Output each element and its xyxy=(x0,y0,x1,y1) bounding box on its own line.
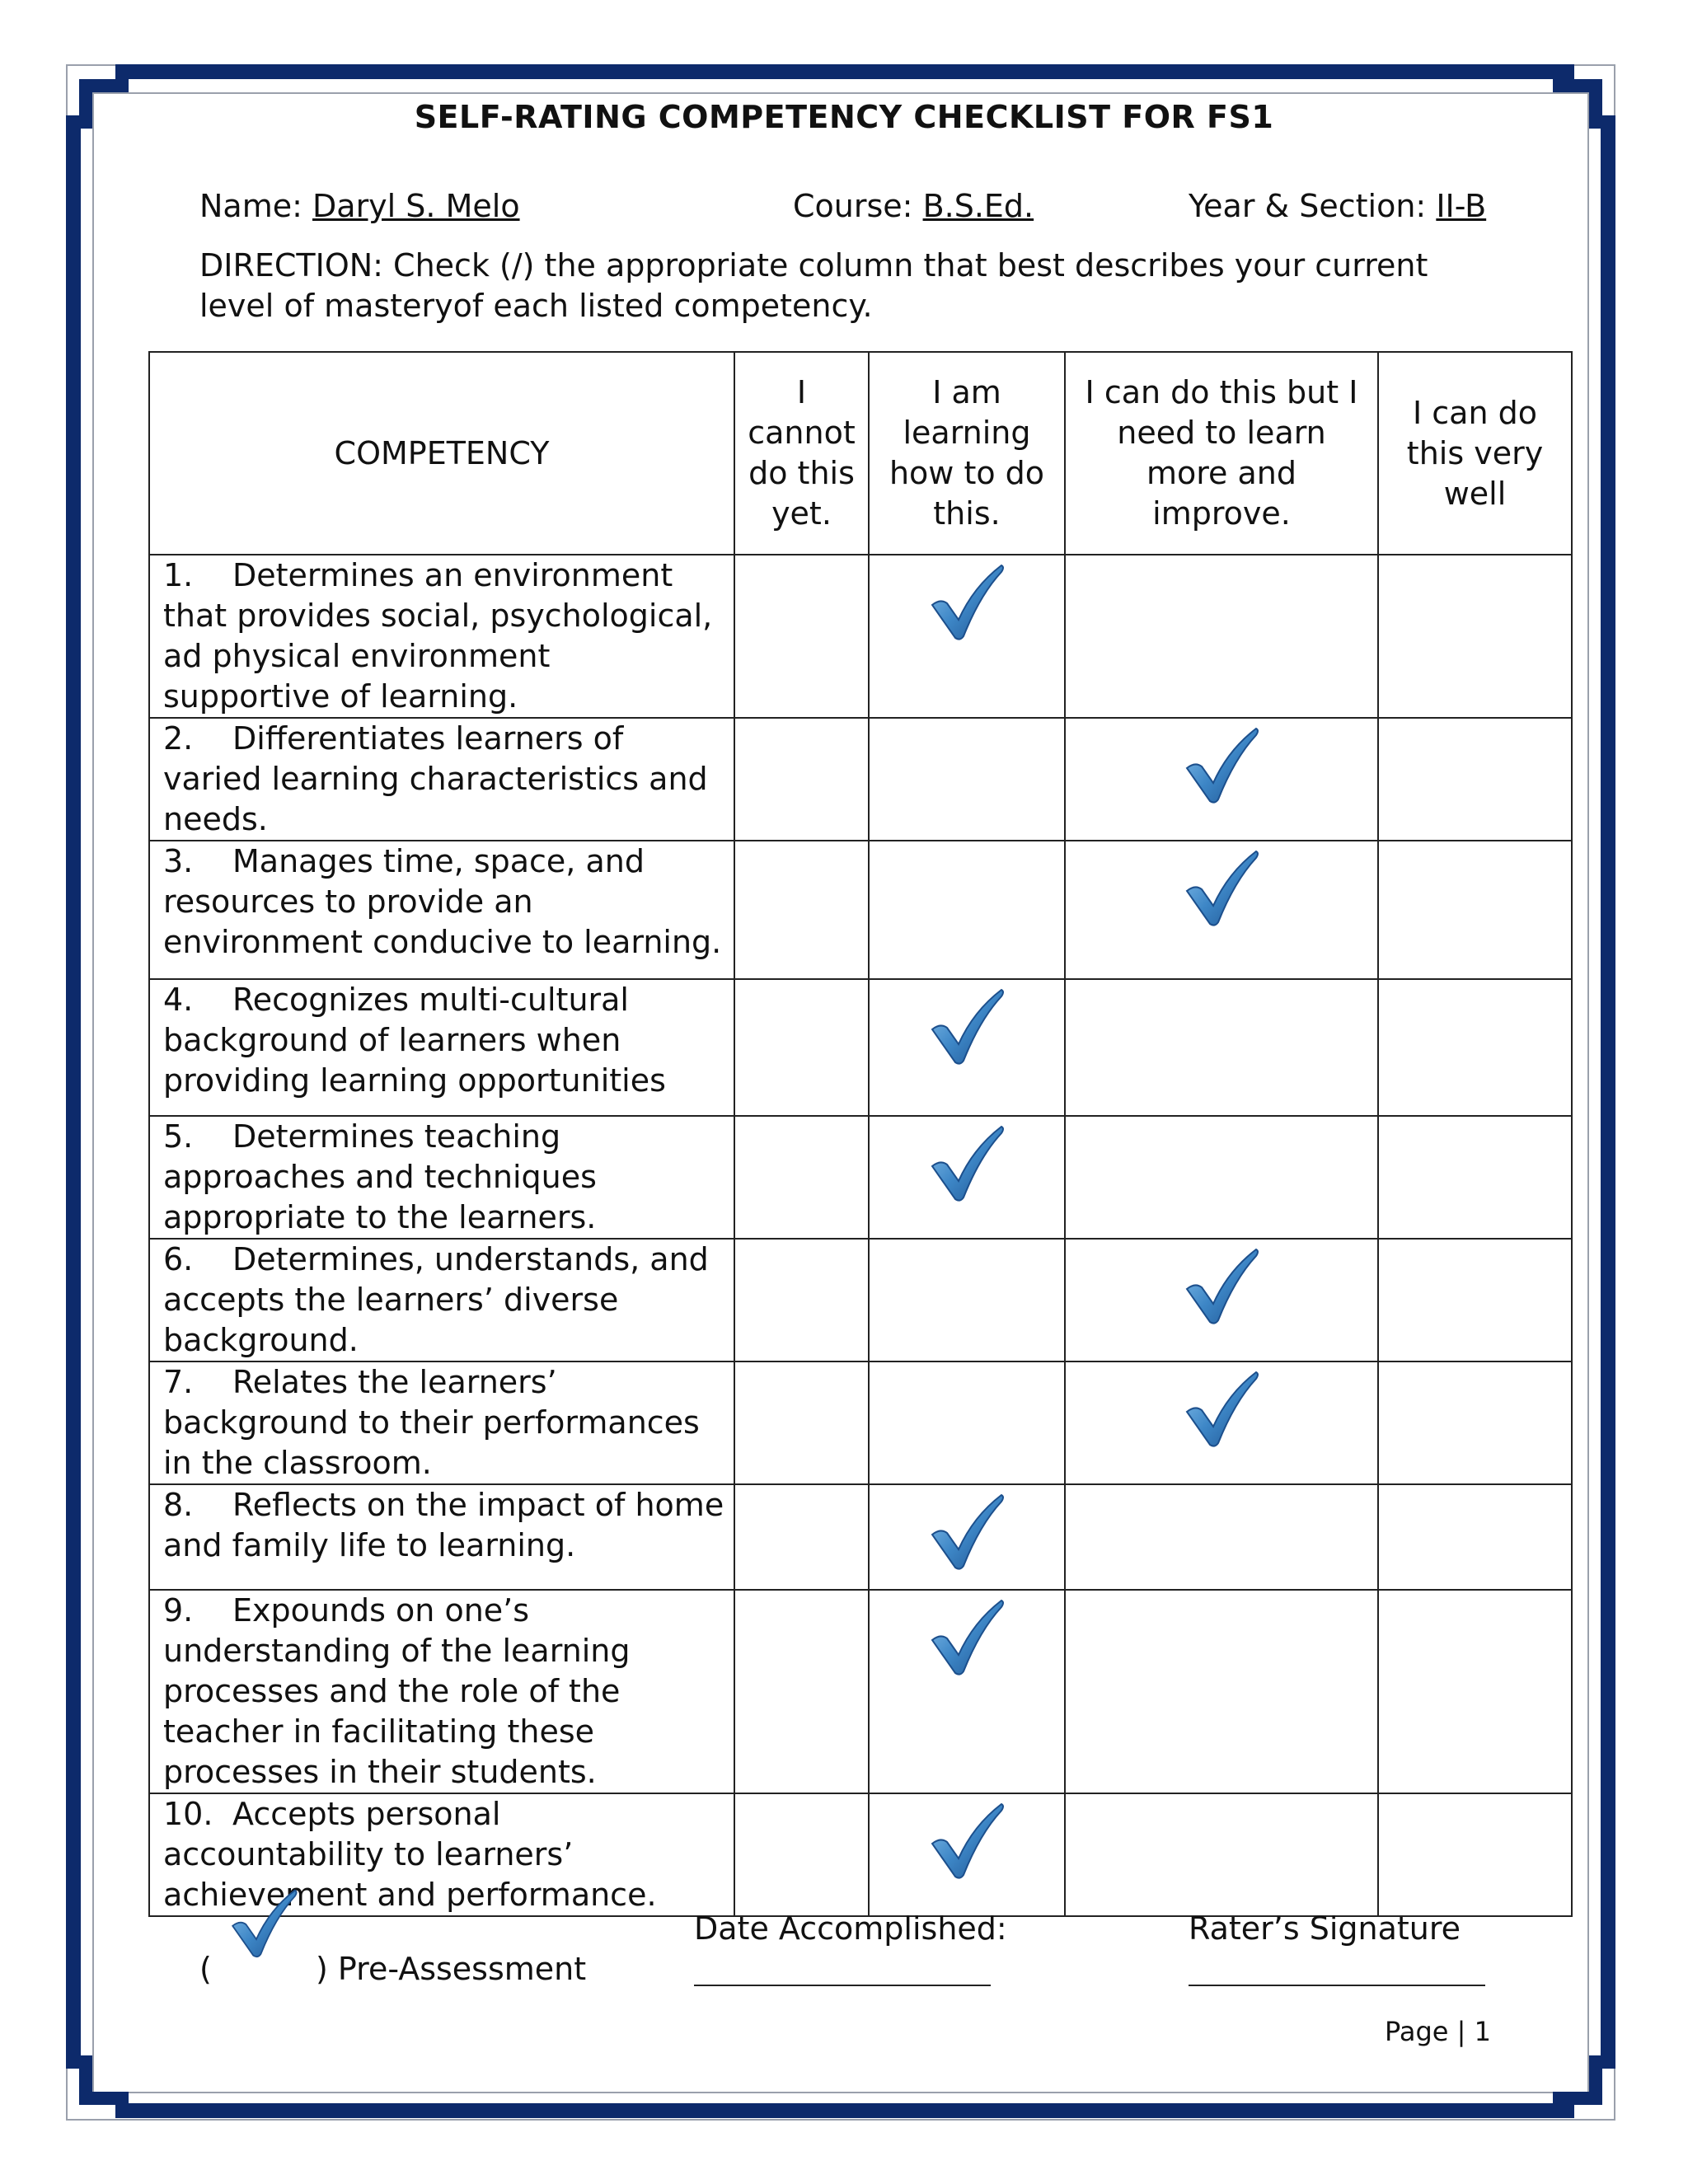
checkmark-icon xyxy=(227,1887,301,1945)
date-accomplished-label: Date Accomplished: xyxy=(694,1910,1007,1947)
table-row xyxy=(149,555,1572,718)
course-label: Course: xyxy=(793,188,913,224)
checkmark-icon xyxy=(926,1597,1008,1680)
checkmark-icon xyxy=(1180,848,1263,930)
competency-table xyxy=(148,351,1573,1917)
year-section-value: II-B xyxy=(1436,188,1487,224)
competency-cell xyxy=(149,1239,734,1361)
border-band-bottom xyxy=(115,2103,1574,2118)
competency-text: Reflects on the impact of home and family life to learning. xyxy=(163,1487,724,1563)
competency-number: 8. xyxy=(163,1487,194,1523)
competency-number: 2. xyxy=(163,720,194,757)
rating-cell[interactable] xyxy=(1378,1793,1572,1916)
rating-cell[interactable] xyxy=(1378,979,1572,1116)
border-band-top xyxy=(115,64,1574,79)
date-accomplished-line[interactable] xyxy=(694,1985,991,1986)
competency-cell xyxy=(149,555,734,718)
checkmark-icon xyxy=(926,1123,1008,1206)
competency-text: Differentiates learners of varied learning characteristics and needs. xyxy=(163,720,708,837)
table-row xyxy=(149,718,1572,841)
legend-open-paren: ( xyxy=(199,1951,212,1987)
rating-cell[interactable] xyxy=(734,1793,869,1916)
competency-number: 9. xyxy=(163,1592,194,1629)
rating-cell[interactable] xyxy=(734,555,869,718)
competency-text: Determines teaching approaches and techniques appropriate to the learners. xyxy=(163,1118,597,1235)
competency-text: Expounds on one’s understanding of the learning processes and the role of the teacher in facilitating these processes in their students. xyxy=(163,1592,631,1790)
rater-signature-label: Rater’s Signature xyxy=(1189,1910,1461,1947)
checkmark-icon xyxy=(926,1492,1008,1574)
rating-cell[interactable] xyxy=(1378,1484,1572,1590)
competency-cell xyxy=(149,979,734,1116)
course-field xyxy=(793,188,1034,224)
direction-text: DIRECTION: Check (/) the appropriate column that best describes your current level of masteryof each listed competency. xyxy=(199,247,1428,324)
name-label: Name: xyxy=(199,188,302,224)
rating-cell[interactable] xyxy=(869,1484,1065,1590)
rating-cell[interactable] xyxy=(1065,1239,1378,1361)
checkmark-icon xyxy=(926,1801,1008,1883)
competency-number: 1. xyxy=(163,557,194,593)
year-section-label: Year & Section: xyxy=(1189,188,1427,224)
table-row xyxy=(149,841,1572,979)
rating-cell[interactable] xyxy=(1065,841,1378,979)
course-value: B.S.Ed. xyxy=(922,188,1034,224)
rating-cell[interactable] xyxy=(1065,1116,1378,1239)
rating-cell[interactable] xyxy=(1378,1116,1572,1239)
table-row xyxy=(149,1484,1572,1590)
rating-cell[interactable] xyxy=(734,841,869,979)
rating-cell[interactable] xyxy=(734,979,869,1116)
checkmark-icon xyxy=(1180,1246,1263,1329)
competency-number: 4. xyxy=(163,982,194,1018)
year-section-field xyxy=(1189,188,1486,224)
table-row xyxy=(149,1590,1572,1793)
rating-cell[interactable] xyxy=(734,1590,869,1793)
competency-text: Recognizes multi-cultural background of learners when providing learning opportunities xyxy=(163,982,666,1099)
rating-cell[interactable] xyxy=(869,1116,1065,1239)
rating-cell[interactable] xyxy=(869,1361,1065,1484)
competency-cell xyxy=(149,1484,734,1590)
competency-cell xyxy=(149,1361,734,1484)
rating-cell[interactable] xyxy=(1065,979,1378,1116)
rating-cell[interactable] xyxy=(1378,841,1572,979)
rating-cell[interactable] xyxy=(1065,1793,1378,1916)
border-band-left xyxy=(66,115,81,2069)
table-row xyxy=(149,1239,1572,1361)
name-field xyxy=(199,188,520,224)
header-need-improve: I can do this but I need to learn more and improve. xyxy=(1065,352,1378,555)
competency-cell xyxy=(149,718,734,841)
rater-signature-line[interactable] xyxy=(1189,1985,1485,1986)
competency-cell xyxy=(149,1116,734,1239)
competency-number: 6. xyxy=(163,1241,194,1277)
rating-cell[interactable] xyxy=(869,979,1065,1116)
checkmark-icon xyxy=(926,562,1008,644)
rating-cell[interactable] xyxy=(734,1484,869,1590)
table-row xyxy=(149,1361,1572,1484)
rating-cell[interactable] xyxy=(1378,1590,1572,1793)
page-number: Page | 1 xyxy=(1385,2016,1491,2047)
rating-cell[interactable] xyxy=(869,1239,1065,1361)
border-band-right xyxy=(1601,115,1615,2069)
rating-cell[interactable] xyxy=(1378,1361,1572,1484)
competency-cell xyxy=(149,1590,734,1793)
header-learning: I am learning how to do this. xyxy=(869,352,1065,555)
rating-cell[interactable] xyxy=(869,1793,1065,1916)
competency-text: Manages time, space, and resources to provide an environment conducive to learning. xyxy=(163,843,722,960)
competency-text: Determines an environment that provides social, psychological, ad physical environment supportive of learning. xyxy=(163,557,713,715)
rating-cell[interactable] xyxy=(1065,1484,1378,1590)
competency-text: Determines, understands, and accepts the learners’ diverse background. xyxy=(163,1241,709,1358)
table-header-row xyxy=(149,352,1572,555)
rating-cell[interactable] xyxy=(1378,555,1572,718)
rating-cell[interactable] xyxy=(1065,1361,1378,1484)
competency-cell xyxy=(149,841,734,979)
rating-cell[interactable] xyxy=(869,718,1065,841)
rating-cell[interactable] xyxy=(1378,718,1572,841)
name-value: Daryl S. Melo xyxy=(312,188,520,224)
competency-number: 3. xyxy=(163,843,194,879)
header-cannot-do: I cannot do this yet. xyxy=(734,352,869,555)
competency-number: 10. xyxy=(163,1796,213,1832)
pre-assessment-label: ) Pre-Assessment xyxy=(316,1951,587,1987)
rating-cell[interactable] xyxy=(869,555,1065,718)
rating-cell[interactable] xyxy=(734,718,869,841)
border-corner xyxy=(1553,2055,1602,2105)
rating-cell[interactable] xyxy=(1065,718,1378,841)
competency-text: Relates the learners’ background to their performances in the classroom. xyxy=(163,1364,700,1481)
competency-number: 5. xyxy=(163,1118,194,1155)
rating-cell[interactable] xyxy=(1378,1239,1572,1361)
header-very-well: I can do this very well xyxy=(1378,352,1572,555)
table-row xyxy=(149,1116,1572,1239)
rating-cell[interactable] xyxy=(1065,1590,1378,1793)
header-competency: COMPETENCY xyxy=(149,352,734,555)
rating-cell[interactable] xyxy=(869,1590,1065,1793)
checkmark-icon xyxy=(1180,1369,1263,1451)
table-row xyxy=(149,979,1572,1116)
competency-number: 7. xyxy=(163,1364,194,1400)
rating-cell[interactable] xyxy=(734,1239,869,1361)
checkmark-icon xyxy=(1180,725,1263,808)
rating-cell[interactable] xyxy=(734,1361,869,1484)
border-corner xyxy=(79,2055,129,2105)
rating-cell[interactable] xyxy=(1065,555,1378,718)
table-row xyxy=(149,1793,1572,1916)
rating-cell[interactable] xyxy=(734,1116,869,1239)
competency-text: Accepts personal accountability to learners’ achievement and performance. xyxy=(163,1796,657,1913)
rating-cell[interactable] xyxy=(869,841,1065,979)
pre-assessment-legend xyxy=(199,1910,586,1987)
page-title: SELF-RATING COMPETENCY CHECKLIST FOR FS1 xyxy=(414,99,1274,135)
checkmark-icon xyxy=(926,987,1008,1069)
